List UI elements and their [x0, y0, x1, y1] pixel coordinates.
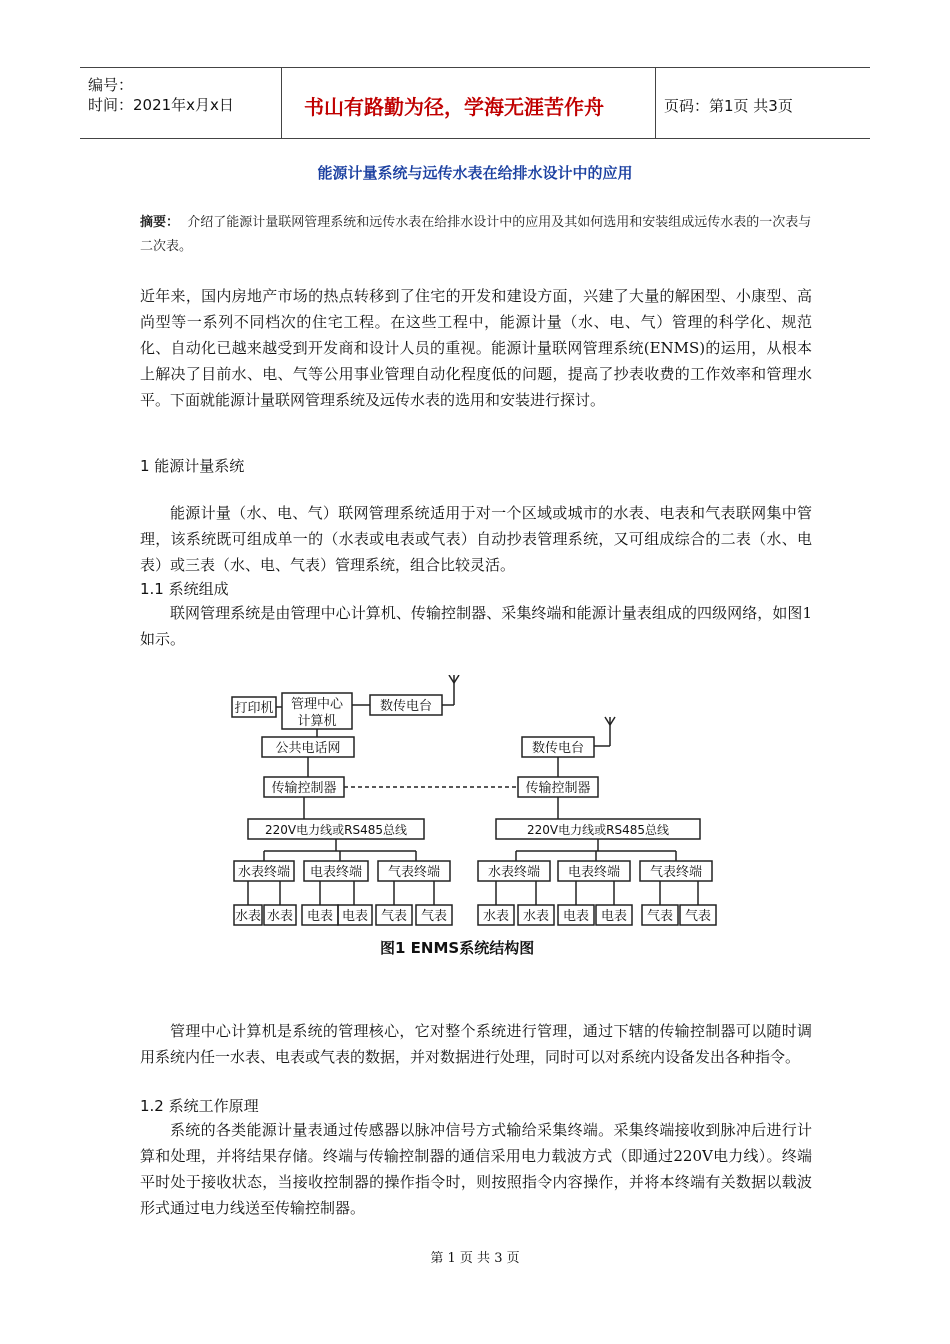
term-gas-left-label: 气表终端: [387, 865, 441, 880]
meter-water-2-label: 水表: [266, 909, 294, 924]
enms-structure-diagram: [230, 675, 730, 965]
printer-label: 打印机: [234, 701, 274, 716]
controller-left-label: 传输控制器: [271, 781, 337, 796]
term-gas-right-label: 气表终端: [649, 865, 703, 880]
bus-left-label: 220V电力线或RS485总线: [265, 823, 407, 837]
phone-net-label: 公共电话网: [275, 741, 341, 756]
bus-right-label: 220V电力线或RS485总线: [527, 823, 669, 837]
abstract: [140, 211, 812, 259]
antenna-right-icon: [605, 717, 615, 746]
section11-paragraph: 联网管理系统是由管理中心计算机、传输控制器、采集终端和能源计量表组成的四级网络，如图1如示。: [140, 604, 812, 648]
meter-gas-1-label: 气表: [380, 909, 408, 924]
meter-elec-4-label: 电表: [600, 909, 628, 924]
time-label: 时间：2021年x月x日: [88, 96, 234, 114]
document-title: 能源计量系统与远传水表在给排水设计中的应用: [317, 164, 633, 182]
meter-gas-4-label: 气表: [684, 909, 712, 924]
meter-water-3-label: 水表: [482, 909, 510, 924]
abstract-label: 摘要：: [140, 215, 180, 230]
number-label: 编号：: [88, 76, 134, 94]
meter-water-4-label: 水表: [522, 909, 550, 924]
header-page-cell: [656, 68, 870, 138]
meter-elec-2-label: 电表: [341, 909, 369, 924]
page-info: 页码：第1页 共3页: [664, 97, 793, 115]
after-figure-paragraph: 管理中心计算机是系统的管理核心，它对整个系统进行管理，通过下辖的传输控制器可以随时调用系统内任一水表、电表或气表的数据，并对数据进行处理，同时可以对系统内设备发出各种指令。: [140, 1022, 812, 1066]
section1-heading: 1 能源计量系统: [140, 457, 245, 475]
motto: 书山有路勤为径，学海无涯苦作舟: [304, 95, 604, 119]
radio-right-label: 数传电台: [531, 741, 585, 756]
header-meta-cell: [80, 68, 282, 138]
term-water-right-label: 水表终端: [487, 865, 541, 880]
section11-heading: 1.1 系统组成: [140, 580, 229, 598]
section1-paragraph: 能源计量（水、电、气）联网管理系统适用于对一个区域或城市的水表、电表和气表联网集中管理，该系统既可组成单一的（水表或电表或气表）自动抄表管理系统，又可组成综合的二表（水、电表）或三表（水、电、气表）管理系统，组合比较灵活。: [140, 504, 812, 574]
controller-right-label: 传输控制器: [525, 781, 591, 796]
center-label-1: 管理中心: [290, 697, 344, 712]
figure-caption: 图1 ENMS系统结构图: [380, 939, 535, 957]
term-water-left-label: 水表终端: [237, 865, 291, 880]
radio-left-label: 数传电台: [379, 699, 433, 714]
abstract-text: 介绍了能源计量联网管理系统和远传水表在给排水设计中的应用及其如何选用和安装组成远传水表的一次表与二次表。: [140, 215, 812, 254]
meter-gas-3-label: 气表: [646, 909, 674, 924]
term-elec-right-label: 电表终端: [567, 865, 621, 880]
meter-gas-2-label: 气表: [420, 909, 448, 924]
center-label-2: 计算机: [297, 714, 337, 729]
page-footer: 第 1 页 共 3 页: [430, 1251, 520, 1266]
section12-heading: 1.2 系统工作原理: [140, 1097, 259, 1115]
meter-elec-3-label: 电表: [562, 909, 590, 924]
meter-elec-1-label: 电表: [306, 909, 334, 924]
header-motto-cell: [282, 68, 656, 138]
header-table: [80, 67, 870, 139]
intro-paragraph: 近年来，国内房地产市场的热点转移到了住宅的开发和建设方面，兴建了大量的解困型、小康型、高尚型等一系列不同档次的住宅工程。在这些工程中，能源计量（水、电、气）管理的科学化、规范化、自动化已越来越受到开发商和设计人员的重视。能源计量联网管理系统(ENMS)的运用，从根本上解决了目前水、电、气等公用事业管理自动化程度低的问题，提高了抄表收费的工作效率和管理水平。下面就能源计量联网管理系统及远传水表的选用和安装进行探讨。: [140, 287, 812, 409]
term-elec-left-label: 电表终端: [309, 865, 363, 880]
meter-water-1-label: 水表: [234, 909, 262, 924]
antenna-left-icon: [449, 675, 459, 705]
section12-paragraph: 系统的各类能源计量表通过传感器以脉冲信号方式输给采集终端。采集终端接收到脉冲后进行计算和处理，并将结果存储。终端与传输控制器的通信采用电力载波方式（即通过220V电力线）。终端平时处于接收状态，当接收控制器的操作指令时，则按照指令内容操作，并将本终端有关数据以载波形式通过电力线送至传输控制器。: [140, 1121, 812, 1217]
